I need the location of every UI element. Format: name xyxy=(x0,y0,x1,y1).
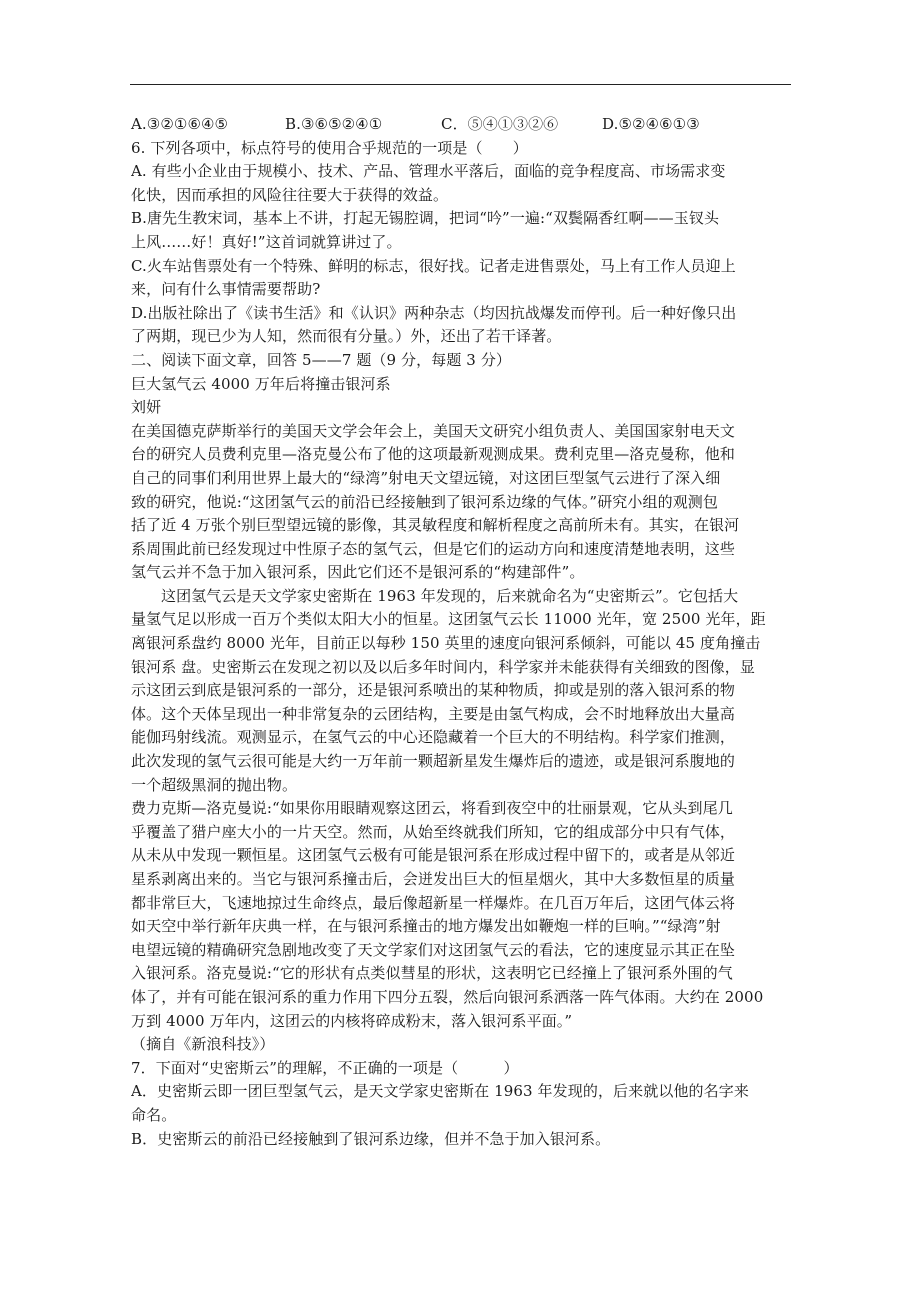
text-line: 致的研究，他说:“这团氢气云的前沿已经接触到了银河系边缘的气体。”研究小组的观测包 xyxy=(131,492,718,511)
text-line: 星系剥离出来的。当它与银河系撞击后，会迸发出巨大的恒星烟火，其中大多数恒星的质量 xyxy=(131,870,736,888)
option-b: B.③⑥⑤②④① xyxy=(285,115,383,133)
text-line: 氢气云并不急于加入银河系，因此它们还不是银河系的“构建部件”。 xyxy=(131,563,585,582)
text-line: 都非常巨大，飞速地掠过生命终点，最后像超新星一样爆炸。在几百万年后，这团气体云将 xyxy=(131,893,736,912)
text-line: 台的研究人员费利克里—洛克曼公布了他的这项最新观测成果。费利克里—洛克曼称，他和 xyxy=(131,445,736,464)
text-line: 体了，并有可能在银河系的重力作用下四分五裂，然后向银河系洒落一阵气体雨。大约在 2000 xyxy=(131,987,764,1006)
text-line: A．史密斯云即一团巨型氢气云，是天文学家史密斯在 1963 年发现的，后来就以他的名字来 xyxy=(131,1082,749,1101)
text-line: 刘妍 xyxy=(131,398,162,417)
text-line: 入银河系。洛克曼说:“它的形状有点类似彗星的形状，这表明它已经撞上了银河系外围的气 xyxy=(131,964,733,983)
text-line: 如天空中举行新年庆典一样，在与银河系撞击的地方爆发出如鞭炮一样的巨响。”“绿湾”射 xyxy=(131,917,721,936)
text-line: 一个超级黑洞的抛出物。 xyxy=(131,775,298,794)
text-line: 万到 4000 万年内，这团云的内核将碎成粉末，落入银河系平面。” xyxy=(131,1011,573,1030)
text-line: B．史密斯云的前沿已经接触到了银河系边缘，但并不急于加入银河系。 xyxy=(131,1129,611,1148)
text-line: 离银河系盘约 8000 光年，目前正以每秒 150 英里的速度向银河系倾斜，可能以 45 度角撞击 xyxy=(131,634,761,653)
text-line: 从未从中发现一颗恒星。这团氢气云极有可能是银河系在形成过程中留下的，或者是从邻近 xyxy=(131,846,736,865)
text-line: 体。这个天体呈现出一种非常复杂的云团结构，主要是由氢气构成，会不时地释放出大量高 xyxy=(131,704,736,723)
text-line: 电望远镜的精确研究急剧地改变了天文学家们对这团氢气云的看法，它的速度显示其正在坠 xyxy=(131,940,736,959)
text-line: D.出版社除出了《读书生活》和《认识》两种杂志（均因抗战爆发而停刊。后一种好像只出 xyxy=(131,303,737,322)
text-line: 能伽玛射线流。观测显示，在氢气云的中心还隐藏着一个巨大的不明结构。科学家们推测， xyxy=(131,728,736,747)
text-line: 6. 下列各项中，标点符号的使用合乎规范的一项是（ ） xyxy=(131,138,528,157)
text-line: C.火车站售票处有一个特殊、鲜明的标志，很好找。记者走进售票处，马上有工作人员迎上 xyxy=(131,256,736,275)
header-rule xyxy=(130,84,791,85)
text-lines xyxy=(131,137,791,1152)
text-line: 化快，因而承担的风险往往要大于获得的效益。 xyxy=(131,185,449,204)
text-line: B.唐先生教宋词，基本上不讲，打起无锡腔调，把词“吟”一遍:“双鬓隔香红啊——玉钗头 xyxy=(131,209,720,228)
text-line: 命名。 xyxy=(131,1105,177,1124)
text-line: 量氢气足以形成一百万个类似太阳大小的恒星。这团氢气云长 11000 光年，宽 2500 光年，距 xyxy=(131,610,766,629)
text-line: 示这团云到底是银河系的一部分，还是银河系喷出的某种物质，抑或是别的落入银河系的物 xyxy=(131,681,736,700)
text-line: A. 有些小企业由于规模小、技术、产品、管理水平落后，面临的竞争程度高、市场需求变 xyxy=(131,162,726,181)
text-line: 来，问有什么事情需要帮助? xyxy=(131,280,321,299)
text-line: 系周围此前已经发现过中性原子态的氢气云，但是它们的运动方向和速度清楚地表明，这些 xyxy=(131,539,736,558)
text-line: 费力克斯—洛克曼说:“如果你用眼睛观察这团云，将看到夜空中的壮丽景观，它从头到尾几 xyxy=(131,799,733,818)
text-line: 此次发现的氢气云很可能是大约一万年前一颗超新星发生爆炸后的遗迹，或是银河系腹地的 xyxy=(131,752,736,771)
text-line: 银河系 盘。史密斯云在发现之初以及以后多年时间内，科学家并未能获得有关细致的图像，显 xyxy=(131,657,755,676)
text-line: 乎覆盖了猎户座大小的一片天空。然而，从始至终就我们所知，它的组成部分中只有气体， xyxy=(131,822,736,841)
document-body xyxy=(131,113,791,1151)
text-line: 这团氢气云是天文学家史密斯在 1963 年发现的，后来就命名为“史密斯云”。它包括大 xyxy=(161,586,739,605)
text-line: 了两期，现已少为人知，然而很有分量。）外，还出了若干译著。 xyxy=(131,327,562,346)
option-d: D.⑤②④⑥①③ xyxy=(602,115,700,133)
option-a: A.③②①⑥④⑤ xyxy=(131,115,229,133)
text-line: （摘自《新浪科技》） xyxy=(131,1035,275,1054)
text-line: 括了近 4 万张个别巨型望远镜的影像，其灵敏程度和解析程度之高前所未有。其实，在银河 xyxy=(131,516,740,535)
option-c: C．⑤④①③②⑥ xyxy=(441,115,559,133)
text-line: 自己的同事们利用世界上最大的“绿湾”射电天文望远镜，对这团巨型氢气云进行了深入细 xyxy=(131,468,721,487)
text-line: 二、阅读下面文章，回答 5——7 题（9 分，每题 3 分） xyxy=(131,350,512,369)
text-line: 巨大氢气云 4000 万年后将撞击银河系 xyxy=(131,374,391,393)
text-line: 7．下面对“史密斯云”的理解，不正确的一项是（ ） xyxy=(131,1058,519,1077)
answer-options-q5 xyxy=(131,113,791,137)
text-line: 在美国德克萨斯举行的美国天文学会年会上，美国天文研究小组负责人、美国国家射电天文 xyxy=(131,421,736,440)
text-line: 上风……好！真好!”这首词就算讲过了。 xyxy=(131,232,402,251)
